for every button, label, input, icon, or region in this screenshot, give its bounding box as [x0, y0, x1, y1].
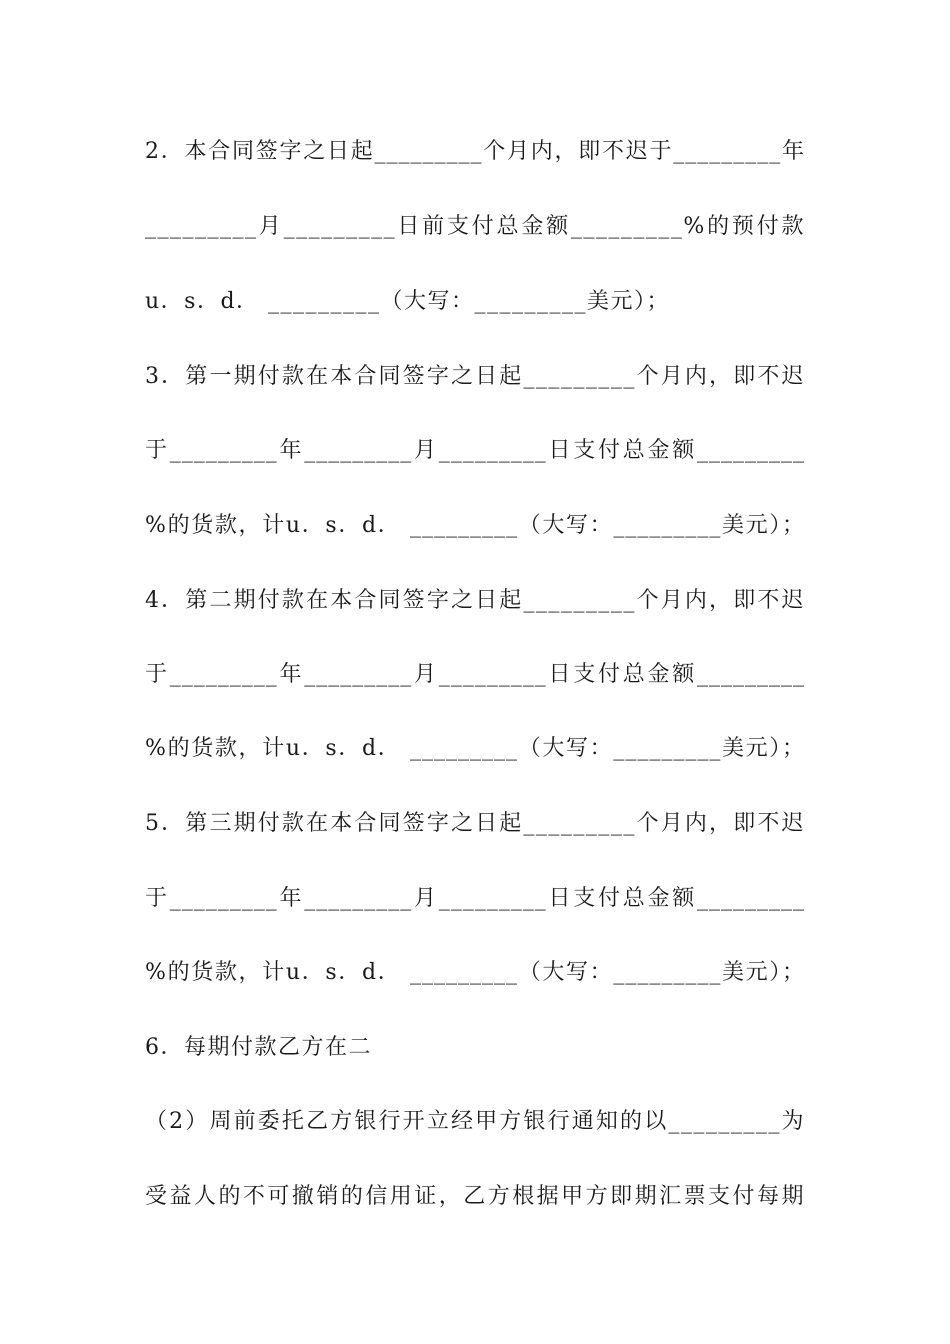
clause-2-line-3: u．s．d． _________（大写：_________美元）；: [145, 289, 671, 314]
clause-6-line-3: 受益人的不可撤销的信用证，乙方根据甲方即期汇票支付每期: [145, 1184, 805, 1209]
clause-3-line-2: 于_________年_________月_________日支付总金额_________: [145, 438, 805, 463]
clause-3-line-1: 3．第一期付款在本合同签字之日起_________个月内，即不迟: [145, 364, 805, 389]
clause-5-line-2: 于_________年_________月_________日支付总金额_________: [145, 886, 805, 911]
clause-3-line-3: %的货款，计u．s．d． _________（大写：_________美元）；: [145, 513, 805, 538]
clause-4-line-2: 于_________年_________月_________日支付总金额_________: [145, 662, 805, 687]
clause-4-line-3: %的货款，计u．s．d． _________（大写：_________美元）；: [145, 736, 805, 761]
clause-2-line-2: _________月_________日前支付总金额_________%的预付款: [145, 214, 805, 239]
clause-5-line-1: 5．第三期付款在本合同签字之日起_________个月内，即不迟: [145, 811, 805, 836]
clause-6-line-2: （2）周前委托乙方银行开立经甲方银行通知的以_________为: [145, 1109, 805, 1134]
clause-6-line-1: 6．每期付款乙方在二: [145, 1035, 372, 1060]
clause-2-line-1: 2．本合同签字之日起_________个月内，即不迟于_________年: [145, 139, 805, 164]
clause-4-line-1: 4．第二期付款在本合同签字之日起_________个月内，即不迟: [145, 588, 805, 613]
clause-5-line-3: %的货款，计u．s．d． _________（大写：_________美元）；: [145, 960, 805, 985]
